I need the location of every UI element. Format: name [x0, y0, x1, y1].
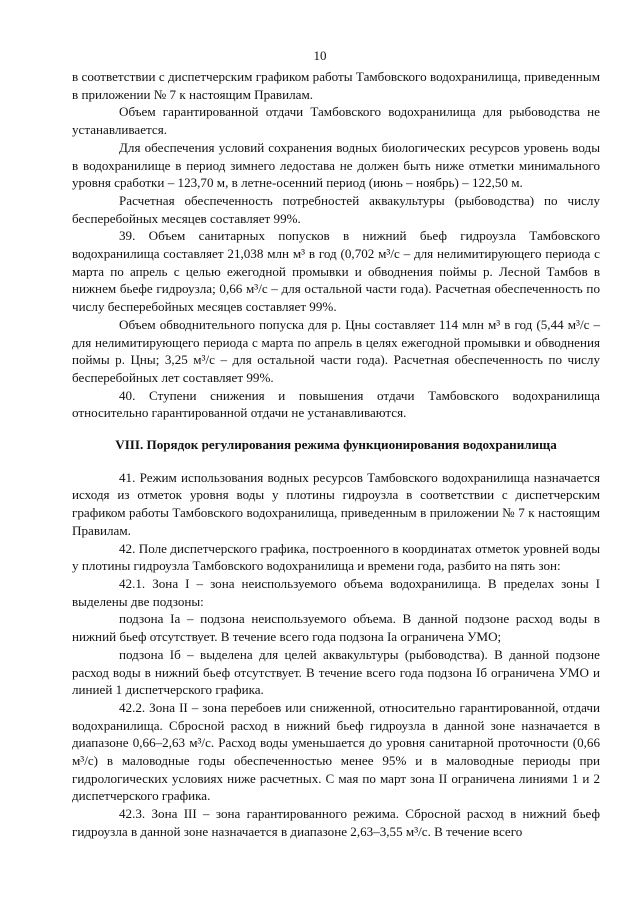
- paragraph-item-40: 40. Ступени снижения и повышения отдачи Тамбовского водохранилища относительно гарантированной отдачи не устанавливаются.: [72, 387, 600, 421]
- paragraph: Объем гарантированной отдачи Тамбовского водохранилища для рыбоводства не устанавливается.: [72, 104, 600, 138]
- paragraph-item-42-3: 42.3. Зона III – зона гарантированного режима. Сбросной расход в нижний бьеф гидроузла в данной зоне назначается в диапазоне 2,63–3,55 м³/с. В течение всего: [72, 806, 600, 839]
- section-heading: VIII. Порядок регулирования режима функционирования водохранилища: [115, 437, 557, 453]
- document-body: [72, 68, 600, 841]
- paragraph-subzone-ia: подзона Iа – подзона неиспользуемого объема. В данной подзоне расход воды в нижний бьеф отсутствует. В течение всего года подзона Iа ограничена УМО;: [72, 611, 600, 645]
- paragraph-item-41: 41. Режим использования водных ресурсов Тамбовского водохранилища назначается исходя из отметок уровня воды у плотины гидроузла в соответствии с диспетчерским графиком работы Тамбовского водохранилища, приведенным в приложении № 7 к настоящим Правилам.: [72, 469, 600, 538]
- paragraph-item-42-1: 42.1. Зона I – зона неиспользуемого объема водохранилища. В пределах зоны I выделены две подзоны:: [72, 575, 600, 609]
- paragraph-item-42-2: 42.2. Зона II – зона перебоев или сниженной, относительно гарантированной, отдачи водохранилища. Сбросной расход в нижний бьеф гидроузла в данной зоне назначается в диапазоне 0,66–2,63 м³/с. Расход воды уменьшается до уровня санитарной проточности (0,66 м³/с) в маловодные годы обеспеченностью менее 95% и в маловодные периоды при гидрологических условиях ниже расчетных. С мая по март зона II ограничена линиями 1 и 2 диспетчерского графика.: [72, 699, 600, 804]
- paragraph: Объем обводнительного попуска для р. Цны составляет 114 млн м³ в год (5,44 м³/с – для нелимитирующего периода с марта по апрель в целях ежегодной промывки и обводнения поймы р. Цны; 3,25 м³/с – для остальной части года). Расчетная обеспеченность по числу бесперебойных лет составляет 99%.: [72, 316, 600, 385]
- paragraph: в соответствии с диспетчерским графиком работы Тамбовского водохранилища, приведенным в приложении № 7 к настоящим Правилам.: [72, 69, 600, 102]
- page-number: 10: [313, 48, 327, 63]
- paragraph: Для обеспечения условий сохранения водных биологических ресурсов уровень воды в водохранилище в период зимнего ледостава не должен быть ниже отметки минимального уровня сработки – 123,70 м, в летне-осенний период (июнь – ноябрь) – 122,50 м.: [72, 139, 600, 191]
- paragraph-item-42: 42. Поле диспетчерского графика, построенного в координатах отметок уровней воды у плотины гидроузла Тамбовского водохранилища и времени года, разбито на пять зон:: [72, 540, 600, 574]
- paragraph-item-39: 39. Объем санитарных попусков в нижний бьеф гидроузла Тамбовского водохранилища составляет 21,038 млн м³ в год (0,702 м³/с – для нелимитирующего периода с марта по апрель с целью ежегодной промывки и обводнения поймы р. Лесной Тамбов в нижнем бьефе гидроузла; 0,66 м³/с – для остальной части года). Расчетная обеспеченность по числу бесперебойных месяцев составляет 99%.: [72, 228, 600, 315]
- paragraph: Расчетная обеспеченность потребностей аквакультуры (рыбоводства) по числу бесперебойных месяцев составляет 99%.: [72, 192, 600, 226]
- paragraph-subzone-ib: подзона Iб – выделена для целей аквакультуры (рыбоводства). В данной подзоне расход воды в нижний бьеф отсутствует. В течение всего года подзона Iб ограничена УМО и линией 1 диспетчерского графика.: [72, 646, 600, 698]
